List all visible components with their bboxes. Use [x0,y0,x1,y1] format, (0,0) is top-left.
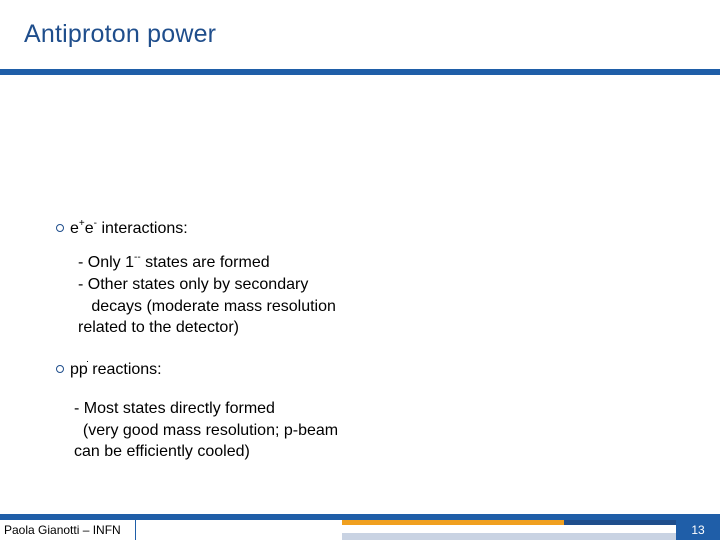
footer-accent-grey [342,533,676,540]
bullet1-line3: decays (moderate mass resolution [78,298,336,315]
footer [0,520,720,540]
bullet1-rest: interactions: [97,220,188,237]
bullet-dot-icon [56,365,64,373]
footer-author: Paola Gianotti – INFN [0,520,136,540]
page-number: 13 [676,520,720,540]
bullet-pp-reactions [56,360,162,380]
bullet1-line1-pre: - Only 1 [78,254,135,271]
title-divider [0,69,720,75]
footer-accent-orange [342,520,564,525]
slide-title: Antiproton power [24,20,217,48]
bullet1-sup-plus: + [78,218,85,229]
bullet1-line1 [78,252,270,274]
footer-accent-blue [564,520,676,525]
bullet1-line1-sup: -- [134,252,141,263]
bullet2-p2-antiparticle [79,361,88,378]
bullet1-sup-minus: - [93,218,97,229]
bullet1-line1-post: states are formed [140,254,270,271]
bullet2-line1: - Most states directly formed [74,400,275,417]
bullet1-e2: e [84,220,94,237]
bullet2-line3: can be efficiently cooled) [74,443,250,460]
bullet2-line2: (very good mass resolution; p-beam [74,422,339,439]
bullet1-line2: - Other states only by secondary [78,276,309,293]
bullet1-e: e [70,220,79,237]
bullet-ee-interactions [56,219,188,239]
bullet-dot-icon [56,224,64,232]
bullet2-p2: p [78,361,88,378]
bullet2-rest: reactions: [87,361,162,378]
bullet2-p1: p [70,361,79,378]
bullet1-line4: related to the detector) [78,319,239,336]
